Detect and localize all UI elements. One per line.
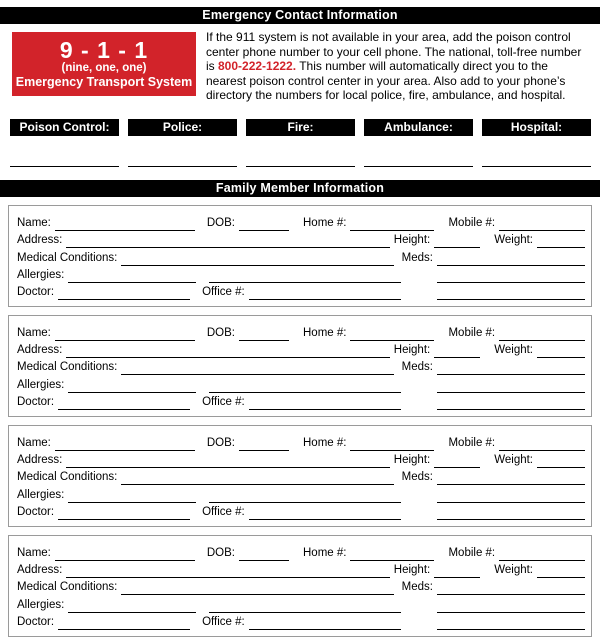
doctor-label: Doctor: [17,615,55,628]
address-fill-line [66,454,389,468]
member-row-name [17,434,585,451]
contact-fill-line [482,166,591,167]
contact-fill-line [128,166,237,167]
member-row-address [17,561,585,578]
name-fill-line [55,437,195,451]
member-row-doctor [17,283,585,300]
allergies-fill-line [68,379,196,393]
intro-text-after: This number will automatically direct you to the nearest poison control center in your area. Also add to your phone’s directory the numbers for local police, fire, ambulance, and hospital. [206,59,566,103]
dob-fill-line [239,547,289,561]
height-label: Height: [393,234,431,247]
contact-label: Poison Control: [19,119,110,134]
weight-label: Weight: [494,454,533,467]
contact-label-box [364,119,473,136]
meds-label: Meds: [401,471,433,484]
family-header-title: Family Member Information [215,180,385,195]
doctor-label: Doctor: [17,285,55,298]
address-label: Address: [17,564,63,577]
member-row-address [17,451,585,468]
nine-one-one-box [12,32,196,96]
contact-label: Fire: [287,119,314,134]
height-label: Height: [393,454,431,467]
dob-label: DOB: [206,546,235,559]
home-phone-label: Home #: [303,217,347,230]
home-phone-label: Home #: [303,546,347,559]
office-phone-label: Office #: [202,615,245,628]
meds-label: Meds: [401,361,433,374]
member-row-doctor [17,393,585,410]
height-fill-line [434,234,480,248]
doctor-fill-line [58,286,190,300]
member-row-doctor [17,503,585,520]
name-label: Name: [17,546,51,559]
family-member-blocks [8,205,592,637]
allergies-label: Allergies: [17,488,65,501]
allergies-label: Allergies: [17,268,65,281]
address-label: Address: [17,344,63,357]
home-phone-fill-line [350,217,434,231]
intro-section [12,32,588,103]
emergency-header-title: Emergency Contact Information [202,8,398,22]
allergies-continuation-line [209,379,401,393]
intro-paragraph [206,30,588,103]
member-row-name [17,324,585,341]
weight-fill-line [537,564,585,578]
contact-label-box [128,119,237,136]
meds-fill-line [437,252,585,266]
home-phone-fill-line [350,547,434,561]
office-phone-label: Office #: [202,505,245,518]
mobile-phone-label: Mobile #: [448,217,496,230]
dob-label: DOB: [206,437,235,450]
name-fill-line [55,547,195,561]
member-row-allergies [17,266,585,283]
medical-conditions-fill-line [121,252,393,266]
medical-conditions-fill-line [121,361,393,375]
member-row-address [17,341,585,358]
doctor-fill-line [58,396,190,410]
mobile-phone-label: Mobile #: [448,437,496,450]
doctor-label: Doctor: [17,395,55,408]
intro-text-before: If the 911 system is not available in your area, add the poison control center phone number to your cell phone. The national, toll-free number is [206,30,582,74]
office-phone-label: Office #: [202,285,245,298]
contact-fill-line [246,166,355,167]
medical-conditions-label: Medical Conditions: [17,581,118,594]
contact-fill-line [10,166,119,167]
mobile-phone-fill-line [499,217,585,231]
member-row-allergies [17,375,585,392]
name-fill-line [55,327,195,341]
height-label: Height: [393,564,431,577]
weight-label: Weight: [494,564,533,577]
name-label: Name: [17,437,51,450]
name-fill-line [55,217,195,231]
meds-fill-line [437,361,585,375]
allergies-fill-line [68,269,196,283]
home-phone-label: Home #: [303,437,347,450]
home-phone-fill-line [350,437,434,451]
member-row-address [17,231,585,248]
allergies-label: Allergies: [17,378,65,391]
medical-conditions-label: Medical Conditions: [17,251,118,264]
name-label: Name: [17,327,51,340]
office-phone-label: Office #: [202,395,245,408]
contact-label: Police: [162,119,203,134]
allergies-fill-line [68,489,196,503]
family-member-block [8,315,592,417]
medical-conditions-fill-line [121,581,393,595]
nine-one-one-number: 9 - 1 - 1 [59,37,149,63]
office-phone-fill-line [249,396,401,410]
height-fill-line [434,344,480,358]
mobile-phone-fill-line [499,437,585,451]
family-member-block [8,205,592,307]
nine-one-one-phonetic: (nine, one, one) [61,62,147,74]
family-member-block [8,535,592,637]
address-fill-line [66,234,389,248]
doctor-label: Doctor: [17,505,55,518]
medical-conditions-label: Medical Conditions: [17,361,118,374]
member-row-doctor [17,613,585,630]
home-phone-label: Home #: [303,327,347,340]
height-fill-line [434,564,480,578]
meds-label: Meds: [401,251,433,264]
dob-fill-line [239,217,289,231]
meds-continuation-line-1 [437,489,585,503]
emergency-contacts-fill-row [10,166,591,167]
height-fill-line [434,454,480,468]
medical-conditions-fill-line [121,471,393,485]
mobile-phone-label: Mobile #: [448,327,496,340]
nine-one-one-subtitle: Emergency Transport System [15,75,193,89]
dob-fill-line [239,327,289,341]
poison-control-phone-number: 800-222-1222. [218,59,297,74]
emergency-form-page [0,7,600,637]
address-fill-line [66,564,389,578]
address-label: Address: [17,234,63,247]
mobile-phone-fill-line [499,547,585,561]
dob-label: DOB: [206,327,235,340]
member-row-allergies [17,485,585,502]
emergency-contacts-label-row [10,119,591,136]
meds-label: Meds: [401,581,433,594]
weight-fill-line [537,454,585,468]
allergies-label: Allergies: [17,598,65,611]
allergies-continuation-line [209,269,401,283]
weight-label: Weight: [494,344,533,357]
weight-fill-line [537,344,585,358]
address-fill-line [66,344,389,358]
member-row-medical [17,578,585,595]
allergies-fill-line [68,599,196,613]
mobile-phone-fill-line [499,327,585,341]
office-phone-fill-line [249,506,401,520]
meds-continuation-line-2 [437,506,585,520]
meds-continuation-line-2 [437,396,585,410]
member-row-allergies [17,595,585,612]
contact-label: Ambulance: [384,119,453,134]
name-label: Name: [17,217,51,230]
meds-continuation-line-1 [437,269,585,283]
family-member-block [8,425,592,527]
allergies-continuation-line [209,599,401,613]
meds-continuation-line-2 [437,286,585,300]
member-row-medical [17,358,585,375]
dob-label: DOB: [206,217,235,230]
allergies-continuation-line [209,489,401,503]
contact-label-box [482,119,591,136]
address-label: Address: [17,454,63,467]
meds-continuation-line-1 [437,599,585,613]
member-row-name [17,214,585,231]
emergency-header-bar [0,7,600,24]
doctor-fill-line [58,506,190,520]
contact-label-box [10,119,119,136]
office-phone-fill-line [249,286,401,300]
dob-fill-line [239,437,289,451]
mobile-phone-label: Mobile #: [448,546,496,559]
member-row-name [17,544,585,561]
weight-fill-line [537,234,585,248]
meds-continuation-line-1 [437,379,585,393]
weight-label: Weight: [494,234,533,247]
meds-fill-line [437,471,585,485]
contact-label: Hospital: [510,119,563,134]
member-row-medical [17,248,585,265]
member-row-medical [17,468,585,485]
contact-label-box [246,119,355,136]
height-label: Height: [393,344,431,357]
contact-fill-line [364,166,473,167]
medical-conditions-label: Medical Conditions: [17,471,118,484]
family-header-bar [0,180,600,197]
home-phone-fill-line [350,327,434,341]
meds-fill-line [437,581,585,595]
